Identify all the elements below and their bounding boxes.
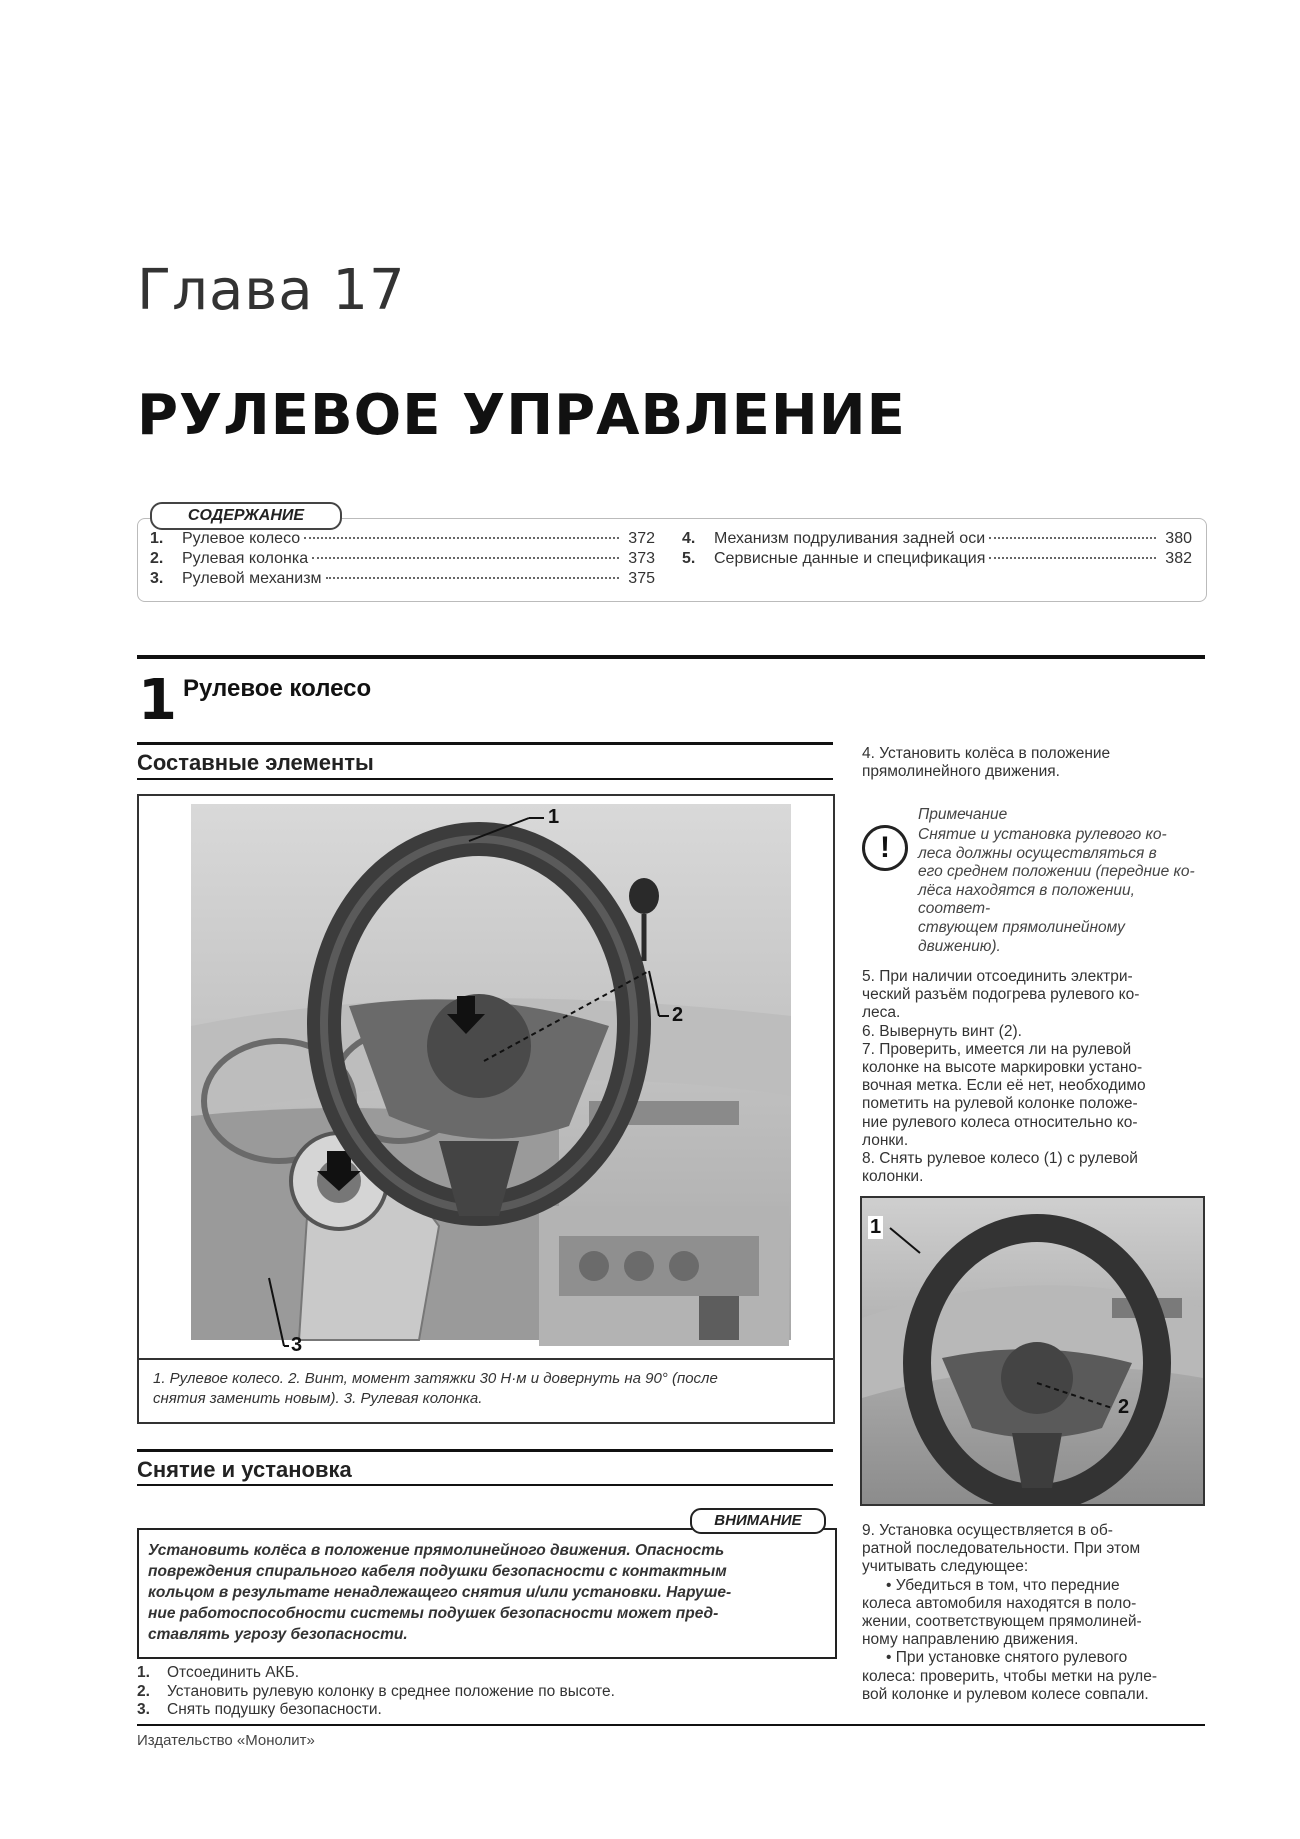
note-text: Снятие и установка рулевого ко- леса должны осуществляться в его среднем положении (передние ко- лёса находятся в положении, соответ- ствующем прямолинейному движению). xyxy=(918,826,1195,955)
section-rule xyxy=(137,655,1205,659)
toc-item[interactable]: 1. Рулевое колесо 372 xyxy=(150,530,655,547)
toc-left-column xyxy=(150,530,655,590)
figure-callout: 1 xyxy=(548,806,560,828)
figure-caption-rule xyxy=(139,1358,833,1360)
step-item: 3. Снять подушку безопасности. xyxy=(137,1701,382,1718)
subsection-rule-top xyxy=(137,1449,833,1452)
toc-leader xyxy=(326,577,619,579)
step-4: 4. Установить колёса в положение прямолинейного движения. xyxy=(862,745,1111,781)
toc-item[interactable]: 5. Сервисные данные и спецификация 382 xyxy=(682,550,1192,567)
subsection-rule-bottom xyxy=(137,778,833,780)
toc-leader xyxy=(989,557,1156,559)
figure-callout: 2 xyxy=(1118,1396,1130,1418)
step-9: 9. Установка осуществляется в об- ратной последовательности. При этом учитывать следующее: • Убедиться в том, что передние колеса автомобиля находятся в поло- жении, соответствующем прямолиней- ному направлению движения. • При установке снятого рулевого колеса: проверить, чтобы метки на руле- вой колонке и рулевом колесе совпали. xyxy=(862,1522,1157,1703)
subsection-title: Составные элементы xyxy=(137,750,374,775)
note-title: Примечание xyxy=(918,806,1008,823)
procedure-steps xyxy=(137,1664,833,1720)
subsection-title: Снятие и установка xyxy=(137,1457,352,1482)
steering-wheel-illustration xyxy=(139,796,833,1422)
warning-text: Установить колёса в положение прямолинейного движения. Опасность повреждения спирального кабеля подушки безопасности с контактным кольцом в результате ненадлежащего снятия и/или установки. Наруше- ние работоспособности системы подушек безопасности может пред- ставлять угрозу безопасности. xyxy=(148,1542,732,1643)
toc-right-column xyxy=(682,530,1192,570)
toc-item[interactable]: 4. Механизм подруливания задней оси 380 xyxy=(682,530,1192,547)
footer-rule xyxy=(137,1724,1205,1726)
toc-leader xyxy=(989,537,1156,539)
figure-callout: 3 xyxy=(291,1334,303,1356)
page-title: РУЛЕВОЕ УПРАВЛЕНИЕ xyxy=(137,383,906,448)
toc-leader xyxy=(312,557,619,559)
figure-caption: 1. Рулевое колесо. 2. Винт, момент затяжки 30 Н·м и довернуть на 90° (после снятия заменить новым). 3. Рулевая колонка. xyxy=(153,1370,718,1407)
section-number: 1 xyxy=(138,668,177,733)
steps-5-8: 5. При наличии отсоединить электри- ческий разъём подогрева рулевого ко- леса. 6. Вывернуть винт (2). 7. Проверить, имеется ли на рулевой колонке на высоте маркировки устано- вочная метка. Если её нет, необходимо пометить на рулевой колонке положе- ние рулевого колеса относительно ко- лонки. 8. Снять рулевое колесо (1) с рулевой колонки. xyxy=(862,968,1146,1186)
step-item: 1. Отсоединить АКБ. xyxy=(137,1664,300,1681)
chapter-label: Глава 17 xyxy=(137,258,406,323)
toc-item[interactable]: 3. Рулевой механизм 375 xyxy=(150,570,655,587)
toc-leader xyxy=(304,537,619,539)
step-item: 2. Установить рулевую колонку в среднее положение по высоте. xyxy=(137,1682,615,1700)
subsection-rule-bottom xyxy=(137,1484,833,1486)
publisher-footer: Издательство «Монолит» xyxy=(137,1732,315,1749)
figure-2 xyxy=(860,1196,1205,1506)
toc-item[interactable]: 2. Рулевая колонка 373 xyxy=(150,550,655,567)
figure-1 xyxy=(137,794,835,1424)
figure-callout: 1 xyxy=(870,1216,882,1238)
toc-label: СОДЕРЖАНИЕ xyxy=(150,502,342,530)
subsection-rule-top xyxy=(137,742,833,745)
steering-wheel-photo xyxy=(862,1198,1203,1504)
figure-callout: 2 xyxy=(672,1004,684,1026)
section-title: Рулевое колесо xyxy=(183,675,372,702)
warning-label: ВНИМАНИЕ xyxy=(690,1508,826,1534)
exclamation-icon: ! xyxy=(862,825,908,871)
